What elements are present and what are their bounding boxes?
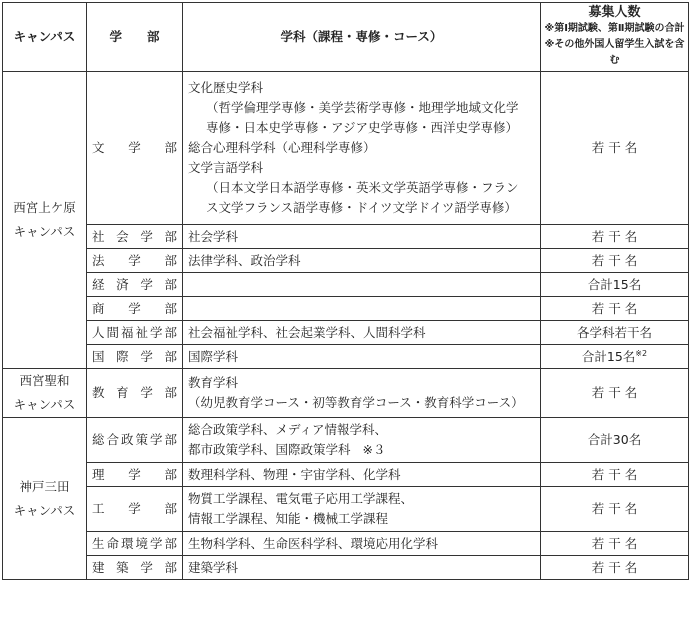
faculty-cell: 理学部 xyxy=(87,463,183,487)
dept-cell: 法律学科、政治学科 xyxy=(183,249,541,273)
faculty-cell: 工学部 xyxy=(87,487,183,532)
count-cell: 合計15名$^{※2}$ xyxy=(541,345,689,369)
count-cell: 若 干 名 xyxy=(541,369,689,418)
faculty-cell: 商学部 xyxy=(87,297,183,321)
campus-nishinomiya-uegahara: 西宮上ケ原 キャンパス xyxy=(3,72,87,369)
count-cell: 若 干 名 xyxy=(541,72,689,225)
footnote-mark: ※３ xyxy=(362,442,386,457)
dept-cell: 生物科学科、生命医科学科、環境応用化学科 xyxy=(183,532,541,556)
table-row-hou xyxy=(3,249,689,273)
dept-cell: 文化歴史学科 （哲学倫理学専修・美学芸術学専修・地理学地域文化学 専修・日本史学専修・アジア史学専修・西洋史学専修） 総合心理科学科（心理科学専修） 文学言語学科 （日本文学日本語学専修・英米文学英語学専修・フラン ス文学フランス語学専修・ドイツ文学ドイツ語学専修） xyxy=(183,72,541,225)
count-cell: 合計30名 xyxy=(541,418,689,463)
dept-cell: 教育学科 （幼児教育学コース・初等教育学コース・教育科学コース） xyxy=(183,369,541,418)
count-cell: 合計15名 xyxy=(541,273,689,297)
header-count-note1: ※第Ⅰ期試験、第Ⅱ期試験の合計 xyxy=(544,23,685,34)
dept-cell xyxy=(183,273,541,297)
faculty-cell: 国際学部 xyxy=(87,345,183,369)
count-cell: 若 干 名 xyxy=(541,249,689,273)
campus-kobe-sanda: 神戸三田 キャンパス xyxy=(3,418,87,580)
table-row-seimei xyxy=(3,532,689,556)
dept-cell: 社会福祉学科、社会起業学科、人間科学科 xyxy=(183,321,541,345)
count-cell: 各学科若干名 xyxy=(541,321,689,345)
dept-cell: 建築学科 xyxy=(183,556,541,580)
header-faculty: 学 部 xyxy=(87,3,183,72)
dept-cell: 総合政策学科、メディア情報学科、 都市政策学科、国際政策学科 ※３ xyxy=(183,418,541,463)
table-row-keizai xyxy=(3,273,689,297)
count-cell: 若 干 名 xyxy=(541,297,689,321)
table-row-kokusai xyxy=(3,345,689,369)
dept-cell: 物質工学課程、電気電子応用工学課程、 情報工学課程、知能・機械工学課程 xyxy=(183,487,541,532)
table-row-shakai xyxy=(3,225,689,249)
faculty-cell: 総合政策学部 xyxy=(87,418,183,463)
dept-cell: 社会学科 xyxy=(183,225,541,249)
table-row-kyouiku xyxy=(3,369,689,418)
count-cell: 若 干 名 xyxy=(541,532,689,556)
faculty-cell: 経済学部 xyxy=(87,273,183,297)
header-dept: 学科（課程・専修・コース） xyxy=(183,3,541,72)
count-cell: 若 干 名 xyxy=(541,225,689,249)
count-cell: 若 干 名 xyxy=(541,463,689,487)
faculty-cell: 文学部 xyxy=(87,72,183,225)
dept-cell: 数理科学科、物理・宇宙学科、化学科 xyxy=(183,463,541,487)
table-row-ri xyxy=(3,463,689,487)
count-cell: 若 干 名 xyxy=(541,487,689,532)
faculty-cell: 社会学部 xyxy=(87,225,183,249)
faculty-cell: 人間福祉学部 xyxy=(87,321,183,345)
table-row-shou xyxy=(3,297,689,321)
table-row-kenchiku xyxy=(3,556,689,580)
count-cell: 若 干 名 xyxy=(541,556,689,580)
header-count-title: 募集人数 xyxy=(588,5,641,20)
table-row-kou xyxy=(3,487,689,532)
header-count-note2: ※その他外国人留学生入試を含む xyxy=(544,39,685,66)
header-row xyxy=(3,3,689,72)
faculty-cell: 生命環境学部 xyxy=(87,532,183,556)
faculty-cell: 教育学部 xyxy=(87,369,183,418)
table-row-sougou xyxy=(3,418,689,463)
dept-cell: 国際学科 xyxy=(183,345,541,369)
dept-cell xyxy=(183,297,541,321)
faculty-cell: 建築学部 xyxy=(87,556,183,580)
table-row-bungaku xyxy=(3,72,689,225)
footnote-mark: ※2 xyxy=(635,348,648,358)
faculty-cell: 法学部 xyxy=(87,249,183,273)
campus-nishinomiya-seiwa: 西宮聖和 キャンパス xyxy=(3,369,87,418)
admissions-table xyxy=(2,2,689,580)
header-campus: キャンパス xyxy=(3,3,87,72)
table-row-ningen xyxy=(3,321,689,345)
header-count xyxy=(541,3,689,72)
